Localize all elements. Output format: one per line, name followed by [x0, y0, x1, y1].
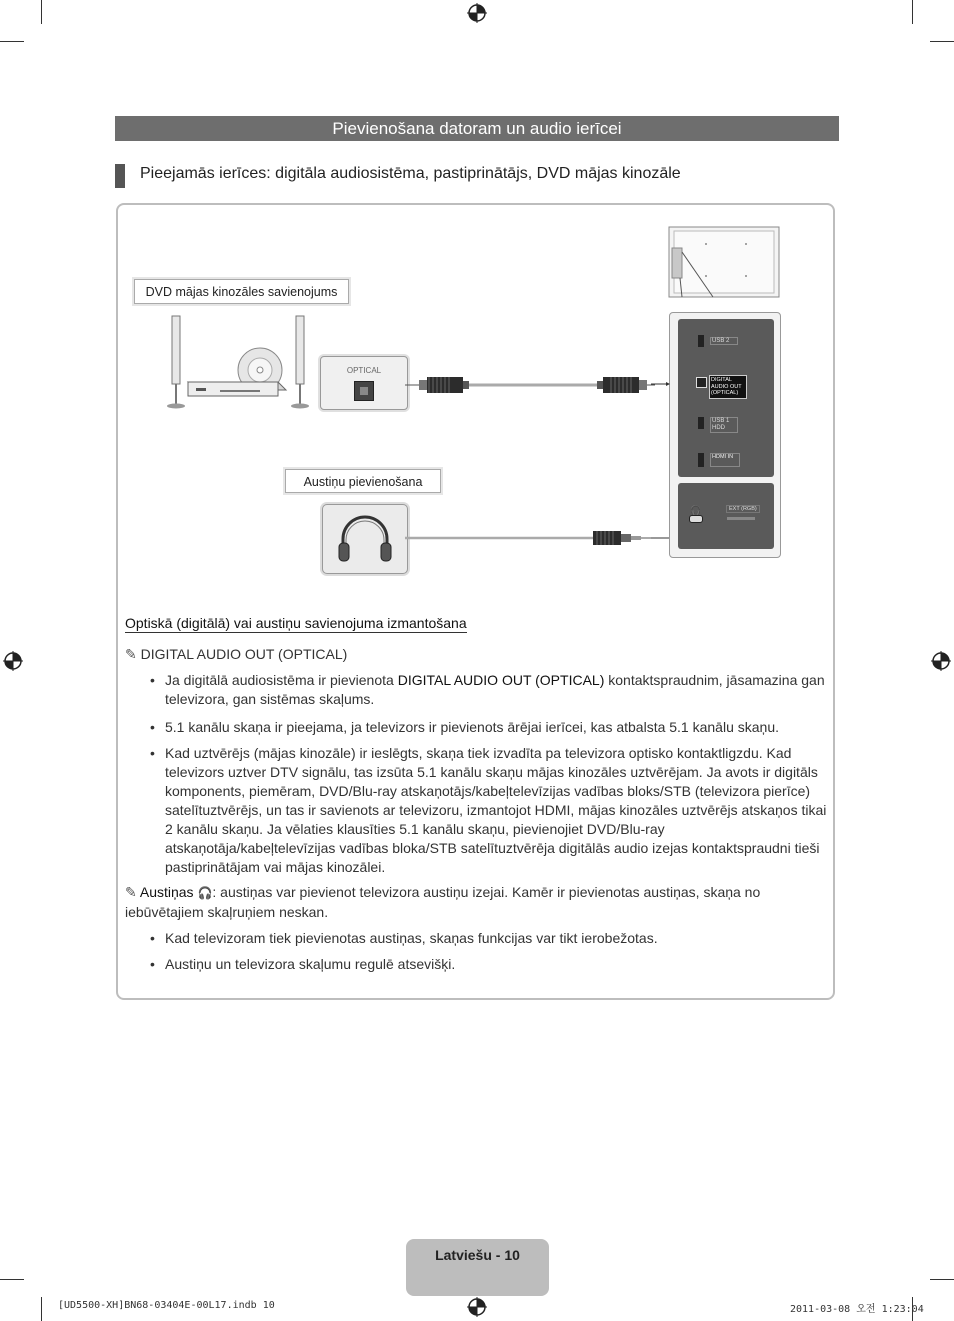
footer-file-info: [UD5500-XH]BN68-03404E-00L17.indb 10	[58, 1300, 275, 1311]
note-pencil-icon: ✎	[125, 646, 137, 662]
registration-mark-icon	[466, 2, 488, 24]
registration-mark-icon	[466, 1296, 488, 1318]
usb2-port	[698, 335, 704, 347]
tv-rear-thumbnail-icon	[668, 226, 780, 298]
list-item: • Ja digitālā audiosistēma ir pievienota DIGITAL AUDIO OUT (OPTICAL) kontaktspraudnim, jāsamazina gan televizora, gan sistēmas skaļums.	[150, 672, 825, 707]
home-theater-icon	[160, 312, 320, 412]
list-item: • Kad televizoram tiek pievienotas austiņas, skaņas funkcijas var tikt ierobežotas.	[150, 930, 658, 946]
list-item: • 5.1 kanālu skaņa ir pieejama, ja televizors ir pievienots ārējai ierīcei, kas atbalsta 5.1 kanālu skaņu.	[150, 719, 779, 735]
headphones-small-icon: 🎧	[197, 886, 213, 900]
usb2-port-label: USB 2	[710, 337, 738, 345]
digital-audio-out-label: DIGITAL AUDIO OUT (OPTICAL)	[709, 375, 747, 399]
headphone-connection-label: Austiņu pievienošana	[285, 469, 441, 493]
optical-port-label: OPTICAL	[346, 366, 382, 375]
footer-date: 2011-03-08 오전 1:23:04	[790, 1304, 924, 1315]
headphone-device-panel	[322, 504, 408, 574]
note-digital-audio: ✎ DIGITAL AUDIO OUT (OPTICAL)	[125, 646, 348, 662]
headphone-port[interactable]	[689, 515, 703, 523]
tv-port-panel	[669, 312, 781, 558]
headphone-port-icon: 🎧	[690, 505, 702, 515]
hdmi-port	[698, 453, 704, 467]
cable-end-markers	[645, 374, 675, 554]
registration-mark-icon	[930, 650, 952, 672]
ext-rgb-port	[727, 517, 755, 520]
headphones-icon	[337, 513, 393, 565]
page-number-tab: Latviešu - 10	[406, 1239, 549, 1296]
list-item: • Kad uztvērējs (mājas kinozāle) ir ieslēgts, skaņa tiek izvadīta pa televizora optisko kontaktligzdu. Kad televizors uztver DTV signālu, tas izsūta 5.1 kanālu skaņu mājas kinozāles uztvērējam. Ja avots ir digitāls komponents, piemēram, DVD/Blu-ray atskaņotājs/kabeļtelevīzijas vadības bloks/STB (televizora pierīce) satelītuztvērējs, un tas ir savienots ar televizoru, izmantojot HDMI, mājas kinozāles uztvērējs atskaņos tikai 2 kanālu skaņu. Ja vēlaties klausīties 5.1 kanālu skaņu, pievienojiet DVD/Blu-ray atskaņotāja/kabeļtelevīzijas vadības bloka/STB satelītuztvērēja digitālās audio izejas kontaktspraudni tieši pastiprinātājam vai mājas kinozālei.	[150, 745, 827, 875]
hdmi-in-label: HDMI IN	[710, 453, 740, 467]
section-marker	[115, 164, 125, 188]
dvd-connection-label: DVD mājas kinozāles savienojums	[134, 279, 349, 304]
usage-subheading: Optiskā (digitālā) vai austiņu savienojuma izmantošana	[125, 615, 467, 631]
headphone-cable	[405, 528, 655, 548]
note-pencil-icon: ✎	[125, 884, 137, 900]
note-headphones: ✎ Austiņas 🎧: austiņas var pievienot televizora austiņu izejai. Kamēr ir pievienotas austiņas, skaņa no iebūvētajiem skaļruņiem neskan.	[125, 884, 761, 920]
usb1-port	[698, 417, 704, 429]
page-title: Pievienošana datoram un audio ierīcei	[115, 116, 839, 141]
digital-audio-out-port[interactable]	[696, 377, 707, 388]
optical-cable	[405, 372, 655, 398]
registration-mark-icon	[2, 650, 24, 672]
list-item: • Austiņu un televizora skaļumu regulē atsevišķi.	[150, 956, 456, 972]
usb1-port-label: USB 1 HDD	[710, 417, 738, 433]
optical-port-icon	[354, 381, 374, 401]
section-title: Pieejamās ierīces: digitāla audiosistēma, pastiprinātājs, DVD mājas kinozāle	[140, 165, 681, 182]
optical-port-panel	[320, 356, 408, 410]
ext-rgb-label: EXT (RGB)	[726, 505, 760, 513]
